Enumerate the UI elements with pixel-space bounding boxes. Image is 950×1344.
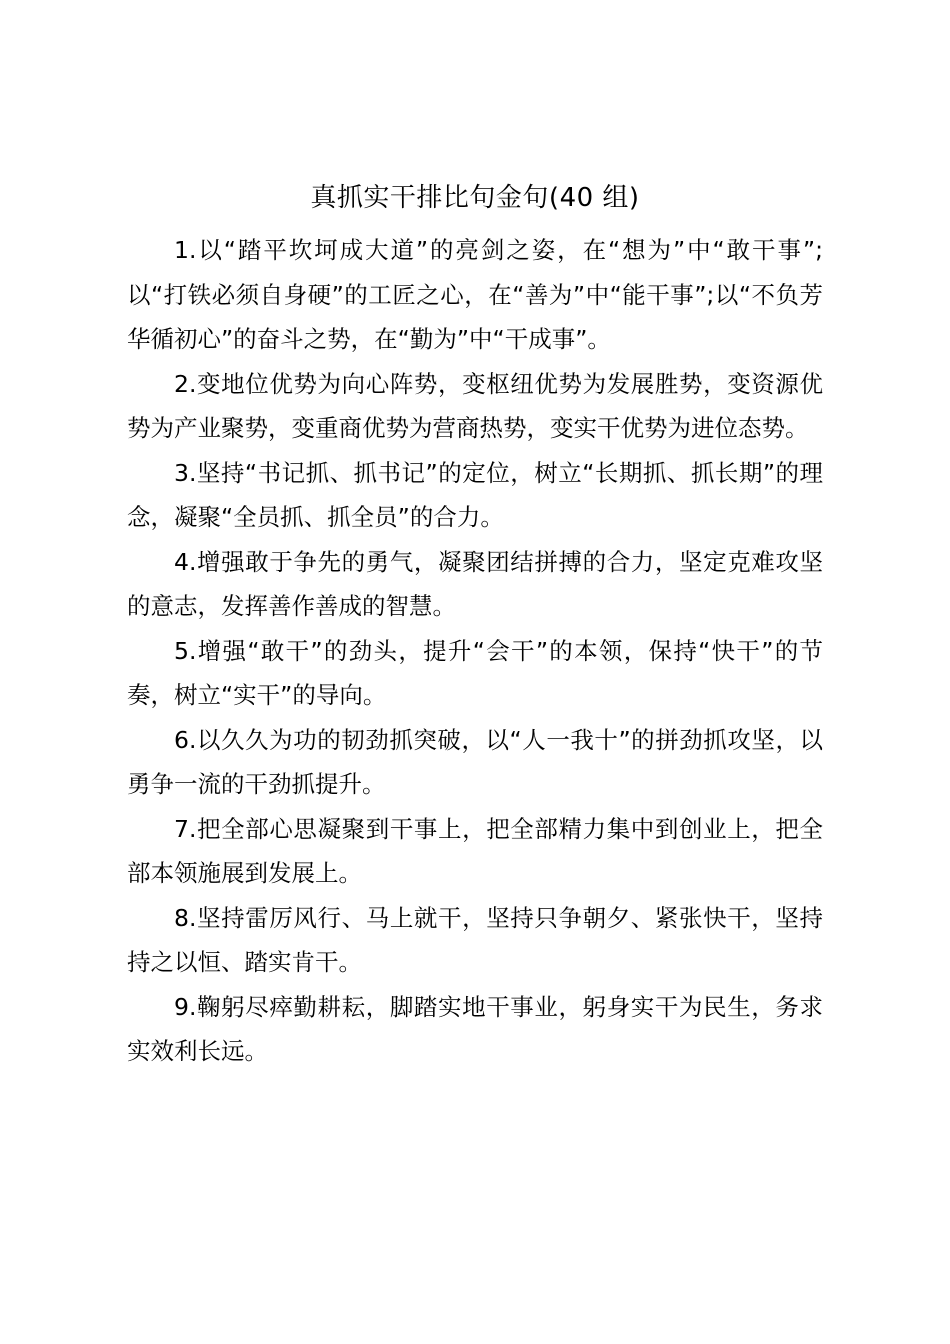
paragraph-5: 5.增强“敢干”的劲头，提升“会干”的本领，保持“快干”的节奏，树立“实干”的导向。 [127,636,823,709]
paragraph-2: 2.变地位优势为向心阵势，变枢纽优势为发展胜势，变资源优势为产业聚势，变重商优势为营商热势，变实干优势为进位态势。 [127,369,823,442]
paragraph-7: 7.把全部心思凝聚到干事上，把全部精力集中到创业上，把全部本领施展到发展上。 [127,814,823,887]
paragraph-4: 4.增强敢于争先的勇气，凝聚团结拼搏的合力，坚定克难攻坚的意志，发挥善作善成的智慧。 [127,547,823,620]
document-title: 真抓实干排比句金句(40 组) [310,183,640,213]
paragraph-1: 1.以“踏平坎坷成大道”的亮剑之姿，在“想为”中“敢干事”;以“打铁必须自身硬”的工匠之心，在“善为”中“能干事”;以“不负芳华循初心”的奋斗之势，在“勤为”中“干成事”。 [127,236,823,353]
paragraph-8: 8.坚持雷厉风行、马上就干，坚持只争朝夕、紧张快干，坚持持之以恒、踏实肯干。 [127,903,823,976]
paragraph-3: 3.坚持“书记抓、抓书记”的定位，树立“长期抓、抓长期”的理念，凝聚“全员抓、抓全员”的合力。 [127,458,823,531]
document-page [127,168,823,1074]
paragraph-9: 9.鞠躬尽瘁勤耕耘，脚踏实地干事业，躬身实干为民生，务求实效利长远。 [127,992,823,1065]
paragraph-6: 6.以久久为功的韧劲抓突破，以“人一我十”的拼劲抓攻坚，以勇争一流的干劲抓提升。 [127,725,823,798]
